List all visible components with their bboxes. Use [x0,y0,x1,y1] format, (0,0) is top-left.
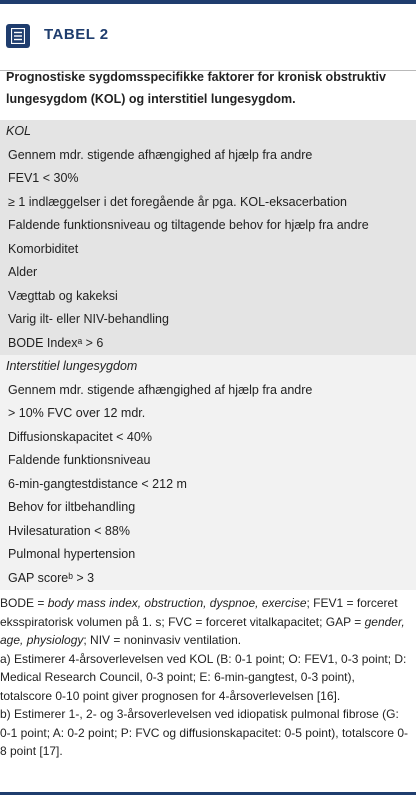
footnote-b: b) Estimerer 1-, 2- og 3-årsoverlevelsen ved idiopatisk pulmonal fibrose (G: 0-1 point; A: 0-2 point; P: FVC og diffusionskapacitet: 0-5 point), totalscore 0-8 point [17]. [0,707,408,758]
table-row: Gennem mdr. stigende afhængighed af hjælp fra andre [8,147,313,162]
table-row: Hvilesaturation < 88% [8,523,130,538]
abbr-bode-definition: body mass index, obstruction, dyspnoe, exercise [47,596,307,610]
footnote-a: a) Estimerer 4-årsoverlevelsen ved KOL (B: 0-1 point; O: FEV1, 0-3 point; D: Medical Research Council, 0-3 point; E: 6-min-gangtest, 0-3 point), totalscore 0-10 point giver prognosen for 4-årsoverlevelsen [16]. [0,651,407,703]
table-row: Vægttab og kakeksi [8,288,118,303]
table-row: Alder [8,265,38,279]
table-row: Faldende funktionsniveau [8,453,151,467]
abbr-fev-text: ; FEV1 = forceret eksspiratorisk volumen på 1. s; FVC = forceret vitalkapacitet; GAP = [0,596,398,629]
document-list-icon [6,24,30,48]
table-row: 6-min-gangtestdistance < 212 m [8,476,187,491]
top-rule [0,0,416,4]
section-interstitial [0,355,416,590]
table-row: Behov for iltbehandling [8,500,136,514]
table-row: ≥ 1 indlæggelser i det foregående år pga. KOL-eksacerbation [8,194,348,209]
table-row: > 10% FVC over 12 mdr. [8,406,146,420]
table-row: Varig ilt- eller NIV-behandling [8,312,169,326]
table-title: TABEL 2 [44,26,109,43]
table-row: Komorbiditet [8,241,79,256]
section-heading: KOL [6,124,32,138]
table-row: FEV1 < 30% [8,171,79,185]
table-row: Pulmonal hypertension [8,547,136,561]
section-heading: Interstitiel lungesygdom [6,359,138,373]
abbr-niv-text: ; NIV = noninvasiv ventilation. [83,633,242,647]
table-row: GAP scoreᵇ > 3 [8,570,95,585]
table-row: Faldende funktionsniveau og tiltagende behov for hjælp fra andre [8,218,369,232]
abbr-bode-label: BODE = [0,596,45,610]
table-row: Gennem mdr. stigende afhængighed af hjælp fra andre [8,382,313,397]
table-header [0,18,416,54]
bottom-rule [0,792,416,795]
abbr-gap-definition: gender, age, physiology [0,614,405,647]
table-row: BODE Indexᵃ > 6 [8,335,104,350]
table-row: Diffusionskapacitet < 40% [8,429,152,444]
abbreviations-note [0,594,410,650]
table-caption: Prognostiske sygdomsspecifikke faktorer for kronisk obstruktiv lungesygdom (KOL) og interstitiel lungesygdom. [6,70,386,106]
table-footnotes [0,594,410,761]
factor-table [0,120,416,590]
section-kol [0,120,416,355]
